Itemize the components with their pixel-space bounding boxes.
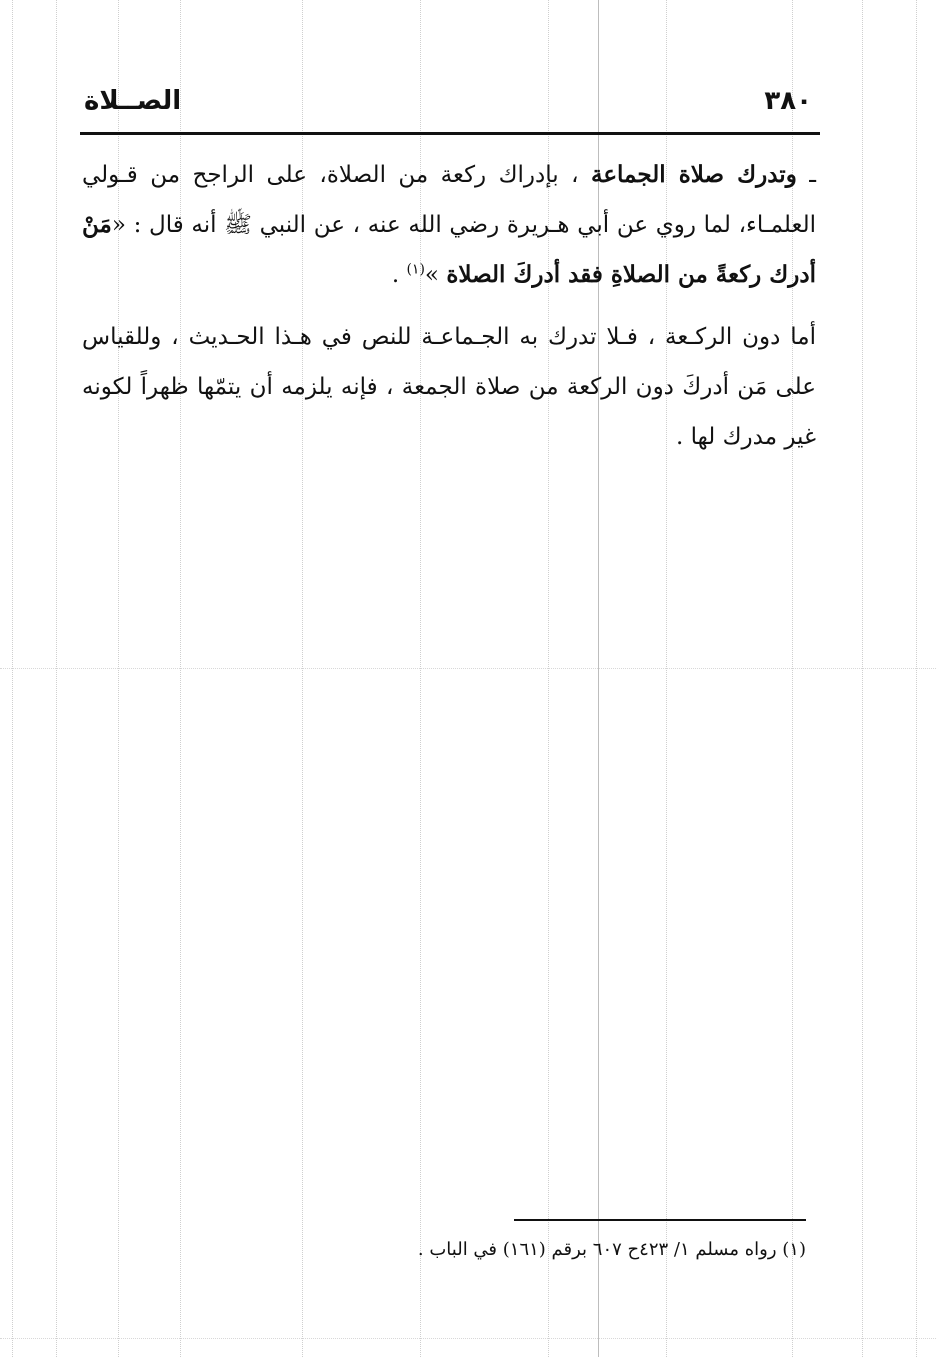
book-page [80,70,820,1300]
scan-guide-line [12,0,13,1357]
scan-guide-line [916,0,917,1357]
dash: ـ [809,162,816,188]
scan-guide-line [0,1338,936,1339]
paragraph-end: . [391,262,407,288]
paragraph: أما دون الركـعة ، فـلا تدرك به الجـماعـة للنص في هـذا الحـديث ، وللقياس على مَن أدركَ دون الركعة من صلاة الجمعة ، فإنه يلزمه أن يتمّها ظهراً لكونه غير مدرك لها . [82,324,816,450]
bold-phrase: وتدرك صلاة الجماعة [590,161,797,188]
scan-guide-line [56,0,57,1357]
paragraph-text: ، بإدراك ركعة من الصلاة، على الراجح من قـولي العلمـاء، لما روي عن أبي هـريرة رضي الله عنه ، عن النبي ﷺ أنه قال : « [82,162,816,238]
page-header [80,82,820,122]
body-text [82,150,816,462]
page-number: ٣٨٠ [764,86,812,116]
hadith-quote: مَنْ أدرك ركعةً من الصلاةِ فقد أدركَ الصلاة [82,211,816,288]
footnote: (١) رواه مسلم ١/ ٤٢٣ح ٦٠٧ برقم (١٦١) في الباب . [417,1239,806,1260]
footnote-reference[interactable]: (١) [406,261,425,278]
running-title: الصــلاة [84,86,182,116]
footnote-rule [514,1219,806,1221]
scan-guide-line [862,0,863,1357]
paragraph [82,150,816,300]
header-rule [80,132,820,135]
quote-close: » [424,262,447,288]
